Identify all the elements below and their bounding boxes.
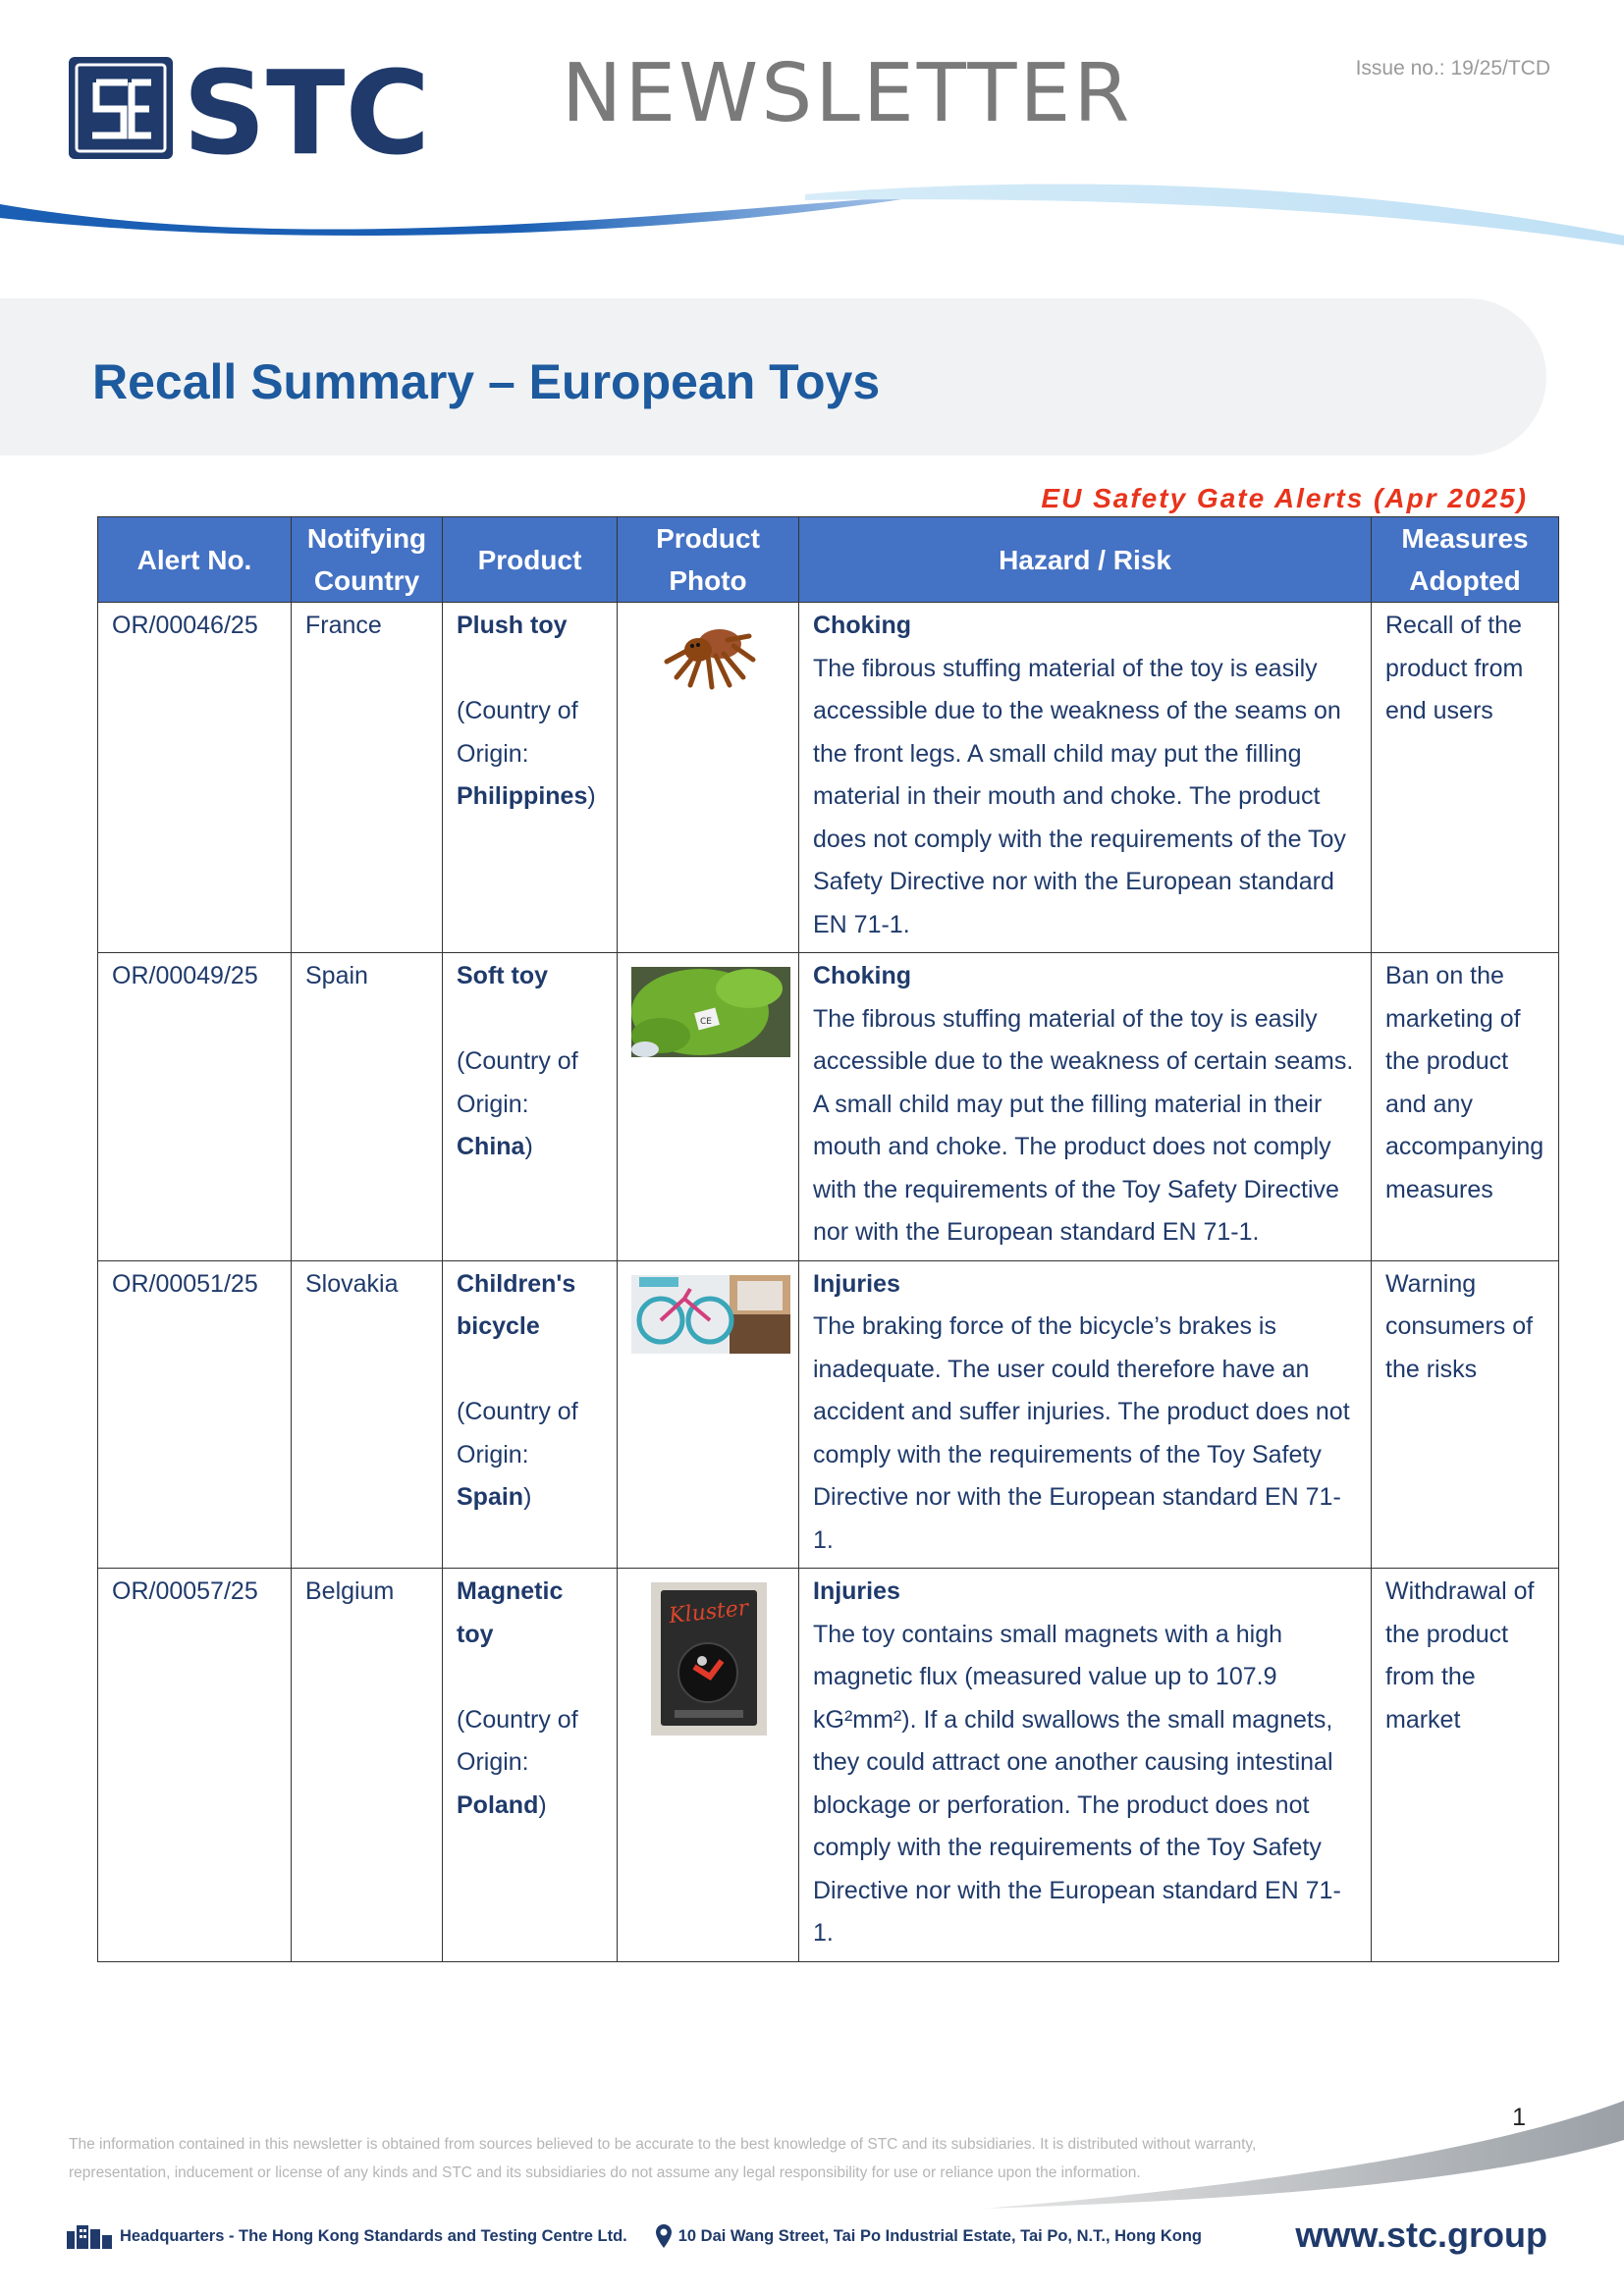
product-name: Soft toy [457,962,549,989]
product-name: Children's bicycle [457,1269,576,1340]
notifying-country: Spain [292,953,443,1261]
product-photo-cell [618,603,799,953]
footer-contact [65,2223,1202,2249]
origin-label: (Country of Origin: [457,697,578,768]
alert-number: OR/00046/25 [98,603,292,953]
table-header-row [98,517,1559,603]
header-product-photo: Product Photo [618,517,799,603]
origin-country: Poland [457,1790,539,1819]
hazard-title: Choking [813,962,911,989]
header-product: Product [443,517,618,603]
recall-table [97,516,1559,1962]
hazard-description: The fibrous stuffing material of the toy is easily accessible due to the weakness of the seams on the front legs. A small child may put the filling material in their mouth and choke. The product does not comply with the requirements of the Toy Safety Directive nor with the European standard EN 71-1. [813,654,1346,938]
product-cell: Plush toy (Country of Origin: Philippines) [443,603,618,953]
product-name: Plush toy [457,612,568,639]
building-icon [65,2223,114,2249]
measures-adopted: Ban on the marketing of the product and any accompanying measures [1372,953,1559,1261]
table-row [98,603,1559,953]
product-cell: Magnetic toy (Country of Origin: Poland) [443,1569,618,1962]
disclaimer-text: The information contained in this newsletter is obtained from sources believed to be accurate to the best knowledge of STC and its subsidiaries. It is distributed without warranty, representation, inducement or license of any kinds and STC and its subsidiaries do not assume any legal responsibility for use or reliance upon the information. [69,2136,1257,2181]
magnetic-game-box-photo [651,1582,767,1735]
measures-adopted: Recall of the product from end users [1372,603,1559,953]
origin-label: (Country of Origin: [457,1398,578,1468]
header-hazard-risk: Hazard / Risk [799,517,1372,603]
alerts-subtitle: EU Safety Gate Alerts (Apr 2025) [1041,483,1528,513]
header-alert-no: Alert No. [98,517,292,603]
hazard-description: The toy contains small magnets with a high magnetic flux (measured value up to 107.9 kG²mm²). If a child swallows the small magnets, they could attract one another causing intestinal blockage or perforation. The product does not comply with the requirements of the Toy Safety Directive nor with the European standard EN 71-1. [813,1620,1341,1947]
hazard-cell [799,1569,1372,1962]
address-text: 10 Dai Wang Street, Tai Po Industrial Estate, Tai Po, N.T., Hong Kong [677,2226,1202,2245]
table-row [98,953,1559,1261]
location-pin-icon [655,2223,673,2249]
alert-number: OR/00049/25 [98,953,292,1261]
header-measures-adopted: Measures Adopted [1372,517,1559,603]
page-title: Recall Summary – European Toys [92,354,881,409]
hazard-title: Injuries [813,1577,900,1605]
origin-country: China [457,1133,525,1160]
hazard-description: The braking force of the bicycle’s brakes is inadequate. The user could therefore have an accident and suffer injuries. The product does not comply with the requirements of the Toy Safety Directive nor with the European standard EN 71-1. [813,1312,1350,1554]
product-photo-cell [618,1569,799,1962]
hazard-cell [799,1260,1372,1569]
hazard-cell [799,603,1372,953]
page-number: 1 [1512,2104,1526,2131]
hazard-description: The fibrous stuffing material of the toy is easily accessible due to the weakness of certain seams. A small child may put the filling material in their mouth and choke. The product does not comply with the requirements of the Toy Safety Directive nor with the European standard EN 71-1. [813,1004,1354,1246]
headquarters-text: Headquarters - The Hong Kong Standards and Testing Centre Ltd. [120,2226,627,2245]
notifying-country: Slovakia [292,1260,443,1569]
box-title: Kluster [668,1595,750,1629]
header-notifying-country: Notifying Country [292,517,443,603]
website-link[interactable]: www.stc.group [1295,2215,1547,2255]
stc-logo [67,55,469,163]
origin-label: (Country of Origin: [457,1047,578,1118]
newsletter-heading: NEWSLETTER [562,47,1133,140]
origin-country: Spain [457,1483,524,1511]
bicycle-photo [631,1275,790,1354]
product-name: Magnetic toy [457,1577,564,1648]
plush-spider-photo [655,616,763,695]
table-row [98,1569,1559,1962]
product-cell: Soft toy (Country of Origin: China) [443,953,618,1261]
logo-text: STC [183,55,431,163]
measures-adopted: Warning consumers of the risks [1372,1260,1559,1569]
origin-label: (Country of Origin: [457,1705,578,1776]
hazard-title: Choking [813,612,911,639]
alert-number: OR/00057/25 [98,1569,292,1962]
table-row [98,1260,1559,1569]
notifying-country: Belgium [292,1569,443,1962]
green-soft-toy-photo [631,967,790,1057]
product-photo-cell [618,1260,799,1569]
header-swoosh [0,177,1624,255]
measures-adopted: Withdrawal of the product from the market [1372,1569,1559,1962]
hazard-title: Injuries [813,1269,900,1298]
product-photo-cell [618,953,799,1261]
origin-country: Philippines [457,782,588,810]
hazard-cell [799,953,1372,1261]
issue-number: Issue no.: 19/25/TCD [1355,57,1550,80]
product-cell: Children's bicycle (Country of Origin: Spain) [443,1260,618,1569]
alert-number: OR/00051/25 [98,1260,292,1569]
svg-text:CE: CE [700,1017,712,1027]
notifying-country: France [292,603,443,953]
